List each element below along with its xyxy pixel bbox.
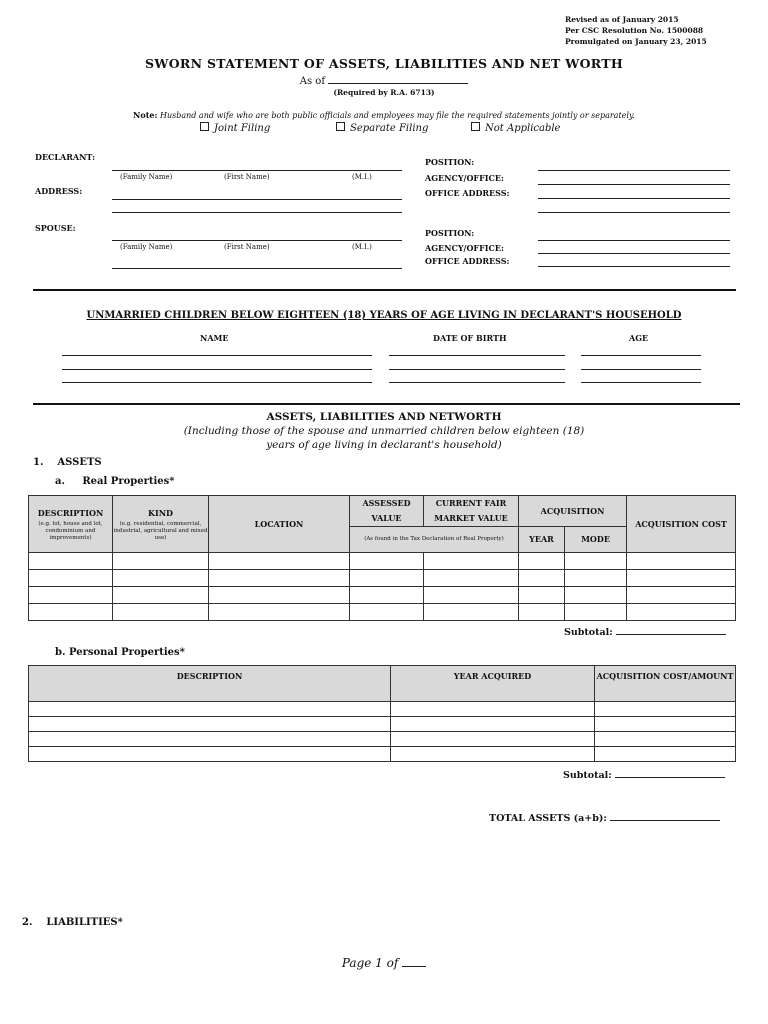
child-age-field[interactable] [581,382,701,383]
table-row[interactable] [29,732,736,747]
spouse-agency-label: AGENCY/OFFICE: [425,243,504,253]
revision-line: Per CSC Resolution No. 1500088 [565,26,704,35]
real-properties-table [28,495,736,621]
table-row[interactable] [29,587,736,604]
personal-properties-table [28,665,736,762]
address-field[interactable] [112,212,402,213]
fair-market-value-header: CURRENT FAIR MARKET VALUE [424,496,519,527]
children-heading: UNMARRIED CHILDREN BELOW EIGHTEEN (18) YEARS OF AGE LIVING IN DECLARANT'S HOUSEHOLD [86,310,682,321]
required-by: (Required by R.A. 6713) [333,88,435,97]
family-name-caption: (Family Name) [120,243,173,251]
child-dob-field[interactable] [389,355,565,356]
declarant-label: DECLARANT: [35,152,96,162]
revision-info [565,14,707,47]
spouse-extra-field[interactable] [112,268,402,269]
checkbox-icon[interactable] [200,122,209,131]
kind-header: KIND (e.g. residential, commercial, industrial, agricultural and mixed use) [113,496,209,553]
spouse-agency-field[interactable] [538,253,730,254]
separate-filing-option[interactable]: Separate Filing [336,122,428,134]
revision-line: Revised as of January 2015 [565,15,679,24]
assets-subheading: (Including those of the spouse and unmarried children below eighteen (18) [183,425,585,437]
acquisition-cost-header: ACQUISITION COST [627,496,736,553]
first-name-caption: (First Name) [224,243,270,251]
mi-caption: (M.I.) [352,173,372,181]
child-dob-header: DATE OF BIRTH [433,333,507,343]
agency-label: AGENCY/OFFICE: [425,173,504,183]
child-dob-field[interactable] [389,382,565,383]
mode-header: MODE [565,527,627,553]
table-row[interactable] [29,604,736,621]
address-label: ADDRESS: [35,186,83,196]
spouse-position-label: POSITION: [425,228,475,238]
spouse-position-field[interactable] [538,240,730,241]
joint-filing-option[interactable]: Joint Filing [200,122,270,134]
position-label: POSITION: [425,157,475,167]
spouse-office-address-label: OFFICE ADDRESS: [425,256,510,266]
year-acquired-header: YEAR ACQUIRED [391,666,595,702]
page-number: Page 1 of [0,955,768,970]
mi-caption: (M.I.) [352,243,372,251]
tax-declaration-note: (As found in the Tax Declaration of Real Property) [350,527,519,553]
revision-line: Promulgated on January 23, 2015 [565,37,707,46]
assets-heading: ASSETS, LIABILITIES AND NETWORTH [266,411,502,423]
location-header: LOCATION [209,496,350,553]
assets-label: 1. ASSETS [33,457,102,468]
first-name-caption: (First Name) [224,173,270,181]
page-total-field[interactable] [402,955,426,967]
office-address-field[interactable] [538,212,730,213]
note-text: Husband and wife who are both public officials and employees may file the required statements jointly or separately. [159,111,635,120]
child-name-field[interactable] [62,369,372,370]
checkbox-icon[interactable] [471,122,480,131]
year-header: YEAR [519,527,565,553]
liabilities-label: 2. LIABILITIES* [22,917,123,928]
note-label: Note: [133,110,158,120]
position-field[interactable] [538,170,730,171]
spouse-office-address-field[interactable] [538,266,730,267]
acq-cost-amount-header: ACQUISITION COST/AMOUNT [595,666,736,702]
table-row[interactable] [29,570,736,587]
office-address-field[interactable] [538,198,730,199]
agency-field[interactable] [538,184,730,185]
personal-subtotal: Subtotal: [563,768,725,781]
child-name-field[interactable] [62,382,372,383]
real-properties-label: a. Real Properties* [55,476,175,487]
as-of-row [0,74,768,87]
assets-subheading: years of age living in declarant's household) [266,439,502,451]
acquisition-header: ACQUISITION [519,496,627,527]
assessed-value-header: ASSESSED VALUE [350,496,424,527]
description-header: DESCRIPTION (e.g. lot, house and lot, condominium and improvements) [29,496,113,553]
note [0,110,768,120]
form-title: SWORN STATEMENT OF ASSETS, LIABILITIES AND NET WORTH [145,56,623,71]
declarant-name-field[interactable] [112,170,402,171]
pp-description-header: DESCRIPTION [29,666,391,702]
family-name-caption: (Family Name) [120,173,173,181]
table-row[interactable] [29,553,736,570]
real-subtotal: Subtotal: [564,625,726,638]
table-row[interactable] [29,717,736,732]
child-age-field[interactable] [581,369,701,370]
divider [33,289,736,291]
office-address-label: OFFICE ADDRESS: [425,188,510,198]
as-of-field[interactable] [328,74,468,84]
as-of-label: As of [299,76,326,87]
divider [33,403,740,405]
spouse-label: SPOUSE: [35,223,76,233]
personal-subtotal-field[interactable] [615,768,725,778]
not-applicable-option[interactable]: Not Applicable [471,122,560,134]
personal-properties-label: b. Personal Properties* [55,647,185,658]
table-row[interactable] [29,702,736,717]
table-row[interactable] [29,747,736,762]
child-name-header: NAME [200,333,229,343]
spouse-name-field[interactable] [112,240,402,241]
child-dob-field[interactable] [389,369,565,370]
total-assets: TOTAL ASSETS (a+b): [489,811,720,824]
real-subtotal-field[interactable] [616,625,726,635]
address-field[interactable] [112,199,402,200]
child-age-field[interactable] [581,355,701,356]
child-age-header: AGE [629,333,649,343]
child-name-field[interactable] [62,355,372,356]
total-assets-field[interactable] [610,811,720,821]
checkbox-icon[interactable] [336,122,345,131]
